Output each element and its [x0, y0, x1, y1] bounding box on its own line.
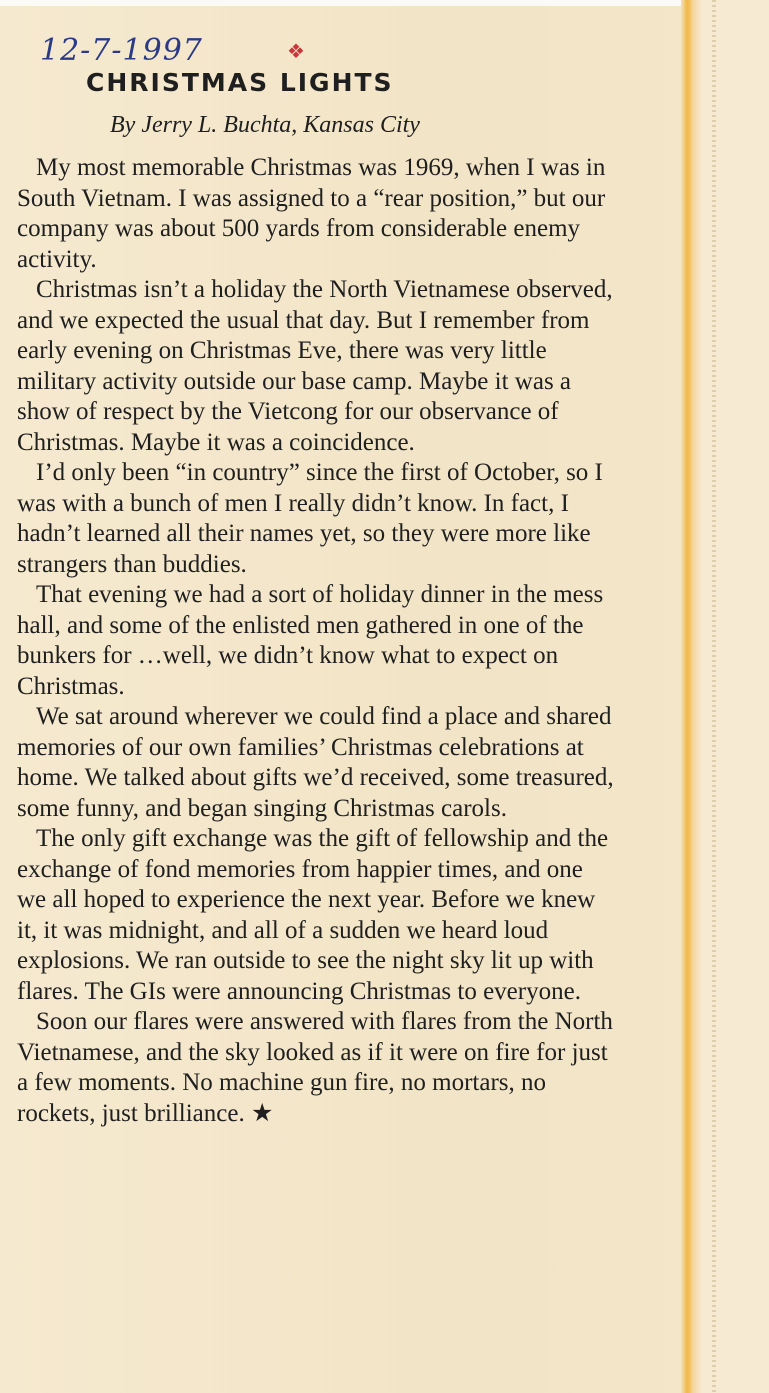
- paragraph: My most memorable Christmas was 1969, when I was in South Vietnam. I was assigned to a “rear position,” but our company was about 500 yards from considerable enemy activity.: [17, 154, 606, 273]
- top-margin: [0, 0, 769, 6]
- paragraph: I’d only been “in country” since the first of October, so I was with a bunch of men I really didn’t know. In fact, I hadn’t learned all their names yet, so they were more like strangers than buddies.: [17, 459, 603, 578]
- article-title: CHRISTMAS LIGHTS: [86, 68, 394, 97]
- paragraph: The only gift exchange was the gift of fellowship and the exchange of fond memories from happier times, and one we all hoped to experience the next year. Before we knew it, it was midnight, and all of a sudden we heard loud explosions. We ran outside to see the night sky lit up with flares. The GIs were announcing Christmas to everyone.: [17, 825, 609, 1005]
- paragraph: We sat around wherever we could find a place and shared memories of our own families’ Christmas celebrations at home. We talked about gifts we’d received, some treasured, some funny, and began singing Christmas carols.: [17, 703, 614, 822]
- article-body: [17, 153, 617, 1129]
- paragraph: That evening we had a sort of holiday dinner in the mess hall, and some of the enlisted men gathered in one of the bunkers for …well, we didn’t know what to expect on Christmas.: [17, 581, 604, 700]
- article-byline: By Jerry L. Buchta, Kansas City: [110, 112, 420, 138]
- page-fold-edge: [681, 0, 701, 1393]
- paragraph: Christmas isn’t a holiday the North Vietnamese observed, and we expected the usual that day. But I remember from early evening on Christmas Eve, there was very little military activity outside our base camp. Maybe it was a show of respect by the Vietcong for our observance of Christmas. Maybe it was a coincidence.: [17, 276, 613, 456]
- paragraph: Soon our flares were answered with flares from the North Vietnamese, and the sky looked as if it were on fire for just a few moments. No machine gun fire, no mortars, no rockets, just brilliance. ★: [17, 1008, 613, 1127]
- handwritten-date: 12-7-1997: [40, 33, 203, 68]
- perforation-edge: [712, 0, 716, 1393]
- ornament-icon: ❖: [287, 39, 305, 63]
